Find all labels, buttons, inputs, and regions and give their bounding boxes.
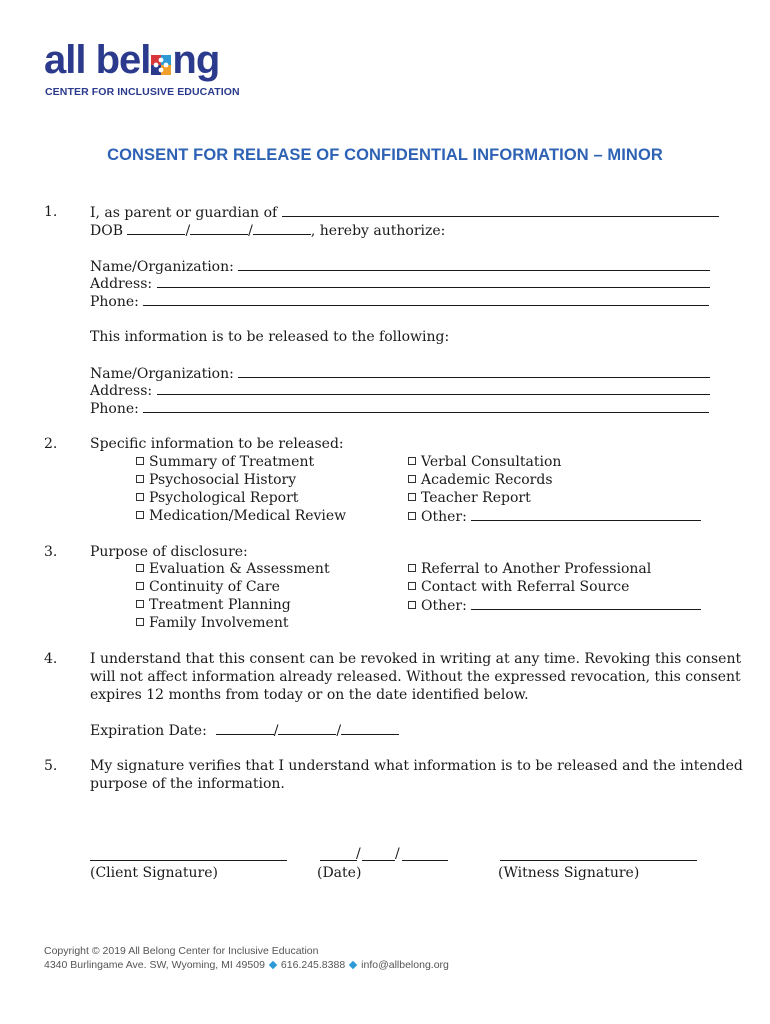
checkbox-item[interactable]: Other: (408, 596, 701, 615)
checkbox-icon[interactable] (136, 600, 144, 608)
logo (44, 40, 264, 100)
other-purpose-field[interactable] (471, 596, 701, 610)
section-4-line: expires 12 months from today or on the date identified below. (90, 687, 529, 703)
checkbox-icon[interactable] (136, 493, 144, 501)
checkbox-item[interactable]: Academic Records (408, 471, 553, 489)
checkbox-item[interactable]: Family Involvement (136, 614, 288, 632)
expiration-day-field[interactable] (278, 721, 336, 735)
checkbox-icon[interactable] (136, 475, 144, 483)
dob-day-field[interactable] (190, 221, 248, 235)
bullet-icon (349, 960, 357, 968)
witness-signature-label: (Witness Signature) (498, 865, 640, 881)
section-3-heading: Purpose of disclosure: (90, 544, 248, 560)
dob-line: DOB / / , hereby authorize: (90, 223, 446, 239)
checkbox-item[interactable]: Treatment Planning (136, 596, 291, 614)
checkbox-item[interactable]: Other: (408, 507, 701, 526)
section-4-line: I understand that this consent can be revoked in writing at any time. Revoking this consent (90, 651, 742, 667)
sign-day-field[interactable] (362, 860, 395, 861)
released-to-text: This information is to be released to the following: (90, 329, 450, 345)
section-3-number: 3. (44, 544, 58, 560)
section-2-heading: Specific information to be released: (90, 436, 344, 452)
checkbox-item[interactable]: Medication/Medical Review (136, 507, 346, 525)
auth-address-row: Address: (90, 274, 710, 293)
date-separator: / (395, 846, 400, 862)
authorizer-phone-field[interactable] (143, 292, 709, 306)
footer-copyright: Copyright © 2019 All Belong Center for Inclusive Education (44, 945, 319, 957)
section-5-line: My signature verifies that I understand what information is to be released and the intended (90, 758, 743, 774)
checkbox-item[interactable]: Psychosocial History (136, 471, 296, 489)
auth-name-row: Name/Organization: (90, 257, 710, 276)
expiration-month-field[interactable] (216, 721, 274, 735)
section-4-line: will not affect information already released. Without the expressed revocation, this consent (90, 669, 741, 685)
checkbox-icon[interactable] (408, 457, 416, 465)
expiration-row: Expiration Date: / / (90, 721, 399, 740)
checkbox-icon[interactable] (136, 618, 144, 626)
date-separator: / (356, 846, 361, 862)
minor-name-field[interactable] (282, 203, 719, 217)
section-4-number: 4. (44, 651, 58, 667)
checkbox-icon[interactable] (408, 601, 416, 609)
auth-phone-row: Phone: (90, 292, 709, 311)
checkbox-icon[interactable] (408, 582, 416, 590)
expiration-year-field[interactable] (341, 721, 399, 735)
other-info-field[interactable] (471, 507, 701, 521)
authorizer-address-field[interactable] (157, 274, 710, 288)
witness-signature-field[interactable] (500, 860, 697, 861)
checkbox-item[interactable]: Referral to Another Professional (408, 560, 651, 578)
checkbox-icon[interactable] (136, 582, 144, 590)
checkbox-item[interactable]: Teacher Report (408, 489, 531, 507)
checkbox-icon[interactable] (408, 493, 416, 501)
date-label: (Date) (317, 865, 362, 881)
recipient-name-row: Name/Organization: (90, 364, 710, 383)
recipient-address-field[interactable] (157, 381, 710, 395)
recipient-phone-field[interactable] (143, 399, 709, 413)
checkbox-item[interactable]: Verbal Consultation (408, 453, 561, 471)
dob-month-field[interactable] (127, 221, 185, 235)
sign-month-field[interactable] (320, 860, 357, 861)
recipient-phone-row: Phone: (90, 399, 709, 418)
footer-contact: 4340 Burlingame Ave. SW, Wyoming, MI 49509 616.245.8388 info@allbelong.org (44, 959, 449, 971)
client-signature-label: (Client Signature) (90, 865, 218, 881)
page-title: CONSENT FOR RELEASE OF CONFIDENTIAL INFORMATION – MINOR (107, 146, 663, 164)
checkbox-item[interactable]: Summary of Treatment (136, 453, 314, 471)
puzzle-logo-icon (151, 55, 171, 75)
logo-tagline: CENTER FOR INCLUSIVE EDUCATION (45, 86, 240, 98)
checkbox-item[interactable]: Contact with Referral Source (408, 578, 629, 596)
checkbox-icon[interactable] (408, 475, 416, 483)
sign-year-field[interactable] (402, 860, 448, 861)
checkbox-item[interactable]: Continuity of Care (136, 578, 280, 596)
checkbox-icon[interactable] (136, 511, 144, 519)
section-2-number: 2. (44, 436, 58, 452)
recipient-name-field[interactable] (238, 364, 710, 378)
authorizer-name-field[interactable] (238, 257, 710, 271)
client-signature-field[interactable] (90, 860, 287, 861)
bullet-icon (269, 960, 277, 968)
checkbox-icon[interactable] (136, 564, 144, 572)
recipient-address-row: Address: (90, 381, 710, 400)
dob-year-field[interactable] (253, 221, 311, 235)
guardian-line: I, as parent or guardian of (90, 203, 719, 222)
section-1-number: 1. (44, 204, 58, 220)
checkbox-icon[interactable] (136, 457, 144, 465)
logo-wordmark: all bel ng (44, 38, 220, 82)
checkbox-icon[interactable] (408, 512, 416, 520)
checkbox-icon[interactable] (408, 564, 416, 572)
section-5-line: purpose of the information. (90, 776, 285, 792)
checkbox-item[interactable]: Evaluation & Assessment (136, 560, 330, 578)
checkbox-item[interactable]: Psychological Report (136, 489, 298, 507)
section-5-number: 5. (44, 758, 58, 774)
